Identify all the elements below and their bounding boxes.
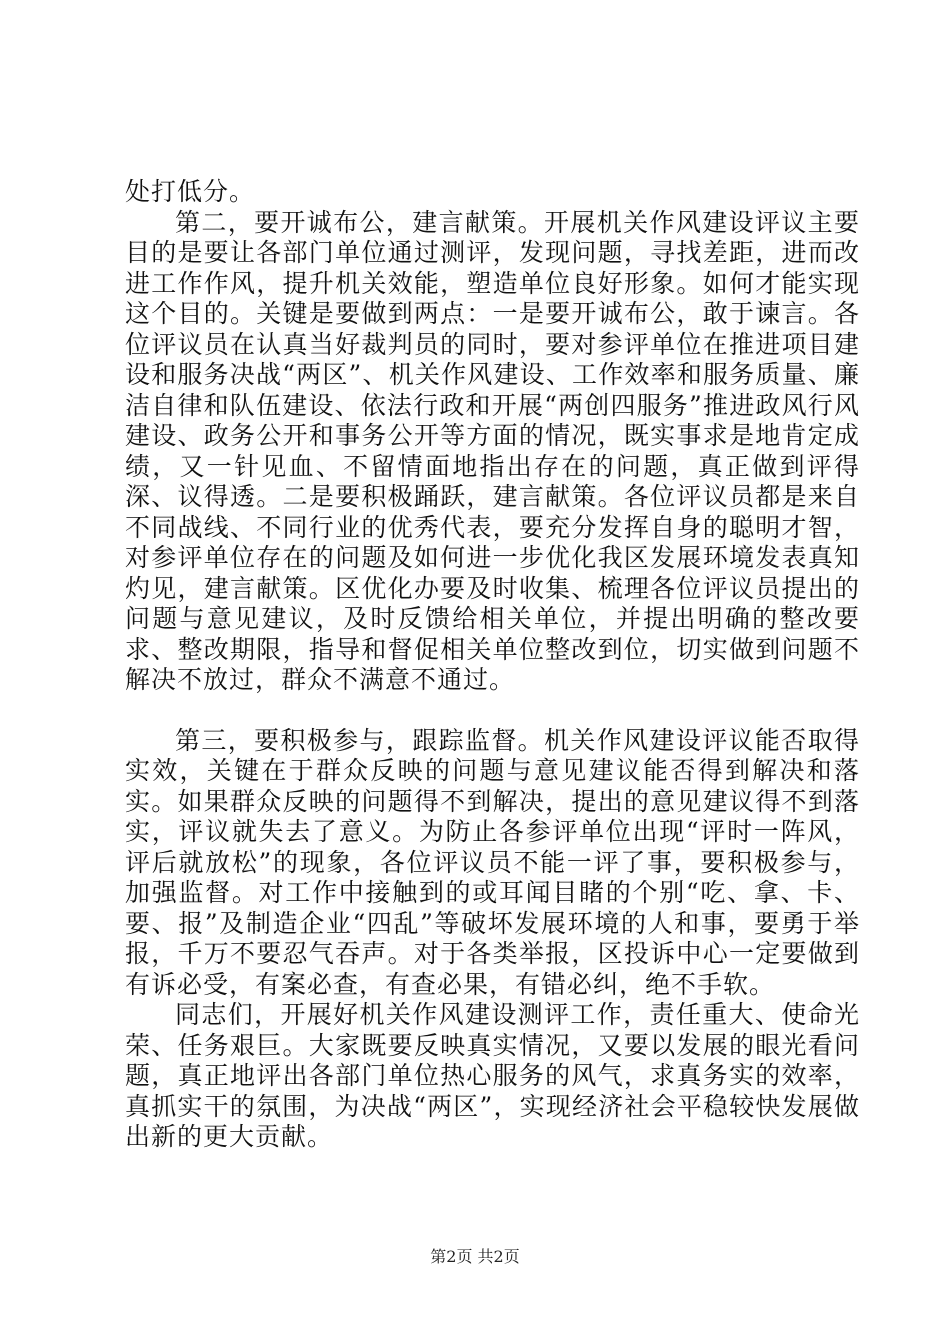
page-footer <box>0 1247 950 1267</box>
body-text <box>125 177 860 1153</box>
paragraph-4: 同志们，开展好机关作风建设测评工作，责任重大、使命光荣、任务艰巨。大家既要反映真实情况，又要以发展的眼光看问题，真正地评出各部门单位热心服务的风气，求真务实的效率，真抓实干的氛围，为决战“两区”，实现经济社会平稳较快发展做出新的更大贡献。 <box>125 1000 860 1151</box>
paragraph-2: 第二，要开诚布公，建言献策。开展机关作风建设评议主要目的是要让各部门单位通过测评，发现问题，寻找差距，进而改进工作作风，提升机关效能，塑造单位良好形象。如何才能实现这个目的。关键是要做到两点：一是要开诚布公，敢于谏言。各位评议员在认真当好裁判员的同时，要对参评单位在推进项目建设和服务决战“两区”、机关作风建设、工作效率和服务质量、廉洁自律和队伍建设、依法行政和开展“两创四服务”推进政风行风建设、政务公开和事务公开等方面的情况，既实事求是地肯定成绩，又一针见血、不留情面地指出存在的问题，真正做到评得深、议得透。二是要积极踊跃，建言献策。各位评议员都是来自不同战线、不同行业的优秀代表，要充分发挥自身的聪明才智，对参评单位存在的问题及如何进一步优化我区发展环境发表真知灼见，建言献策。区优化办要及时收集、梳理各位评议员提出的问题与意见建议，及时反馈给相关单位，并提出明确的整改要求、整改期限，指导和督促相关单位整改到位，切实做到问题不解决不放过，群众不满意不通过。 <box>125 207 860 694</box>
page-number: 第2页 共2页 <box>430 1247 520 1266</box>
paragraph-3: 第三，要积极参与，跟踪监督。机关作风建设评议能否取得实效，关键在于群众反映的问题与意见建议能否得到解决和落实。如果群众反映的问题得不到解决，提出的意见建议得不到落实，评议就失去了意义。为防止各参评单位出现“评时一阵风，评后就放松”的现象，各位评议员不能一评了事，要积极参与，加强监督。对工作中接触到的或耳闻目睹的个别“吃、拿、卡、要、报”及制造企业“四乱”等破坏发展环境的人和事，要勇于举报，千万不要忍气吞声。对于各类举报，区投诉中心一定要做到有诉必受，有案必查，有查必果，有错必纠，绝不手软。 <box>125 725 860 999</box>
paragraph-1: 处打低分。 <box>125 177 256 206</box>
